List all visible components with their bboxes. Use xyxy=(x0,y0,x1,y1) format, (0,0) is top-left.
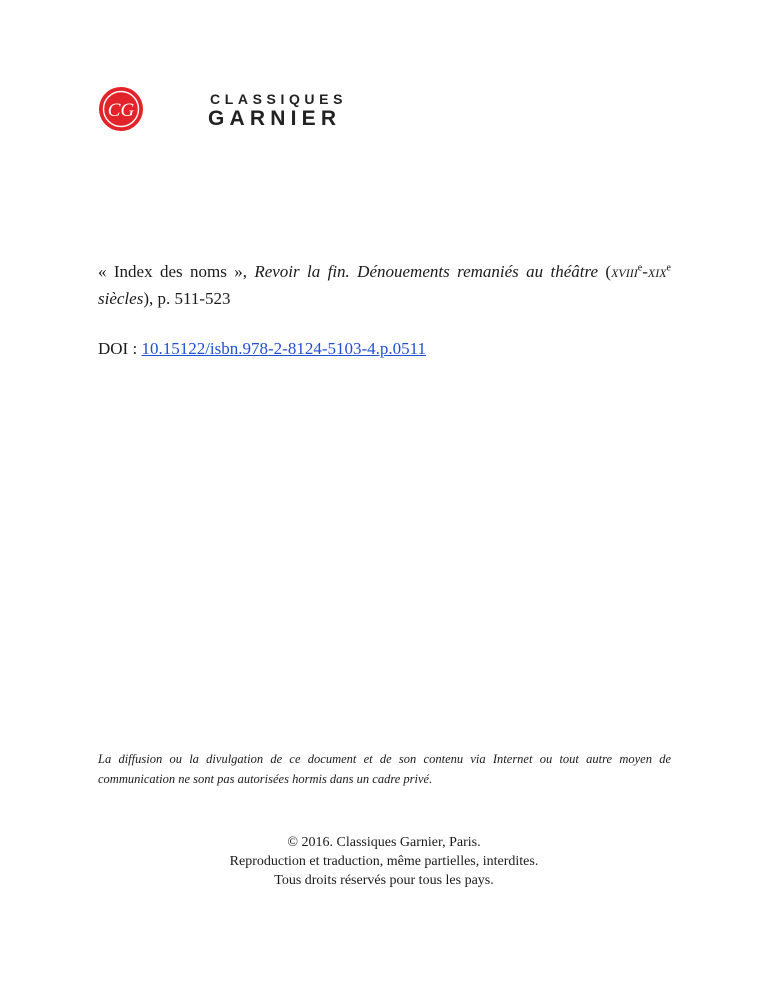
page-range: p. 511-523 xyxy=(157,289,231,308)
period-end-sup: e xyxy=(666,262,671,274)
copyright-line: © 2016. Classiques Garnier, Paris. xyxy=(287,835,481,850)
period-end: xix xyxy=(647,262,667,281)
chapter-title: « Index des noms » xyxy=(98,262,243,281)
book-title: Revoir la fin. Dénouements remaniés au théâtre xyxy=(254,262,599,281)
doi-link[interactable]: 10.15122/isbn.978-2-8124-5103-4.p.0511 xyxy=(141,339,427,358)
period-start-sup: e xyxy=(637,262,643,274)
cg-monogram-icon xyxy=(98,86,144,132)
citation: « Index des noms », Revoir la fin. Dénouements remaniés au théâtre (xviii$^e$-xix$^e$ siècles), p. 511-523 xyxy=(98,262,671,308)
logo-monogram: CG xyxy=(107,100,135,121)
diffusion-notice: La diffusion ou la divulgation de ce document et de son contenu via Internet ou tout autre moyen de communication ne sont pas autorisées hormis dans un cadre privé. xyxy=(98,752,671,786)
logo-wordmark-bottom: GARNIER xyxy=(208,107,342,130)
rights-line: Reproduction et traduction, même partielles, interdites. xyxy=(229,854,539,869)
doi-label: DOI : xyxy=(98,339,138,358)
copyright-block xyxy=(0,833,768,890)
logo-wordmark-top: CLASSIQUES xyxy=(210,91,348,107)
publisher-logo xyxy=(98,86,388,134)
period-suffix: siècles xyxy=(98,289,144,308)
reserved-line: Tous droits réservés pour tous les pays. xyxy=(274,873,494,888)
doi-line xyxy=(98,339,426,359)
period-sep: - xyxy=(642,262,648,281)
period-start: xviii xyxy=(611,262,638,281)
